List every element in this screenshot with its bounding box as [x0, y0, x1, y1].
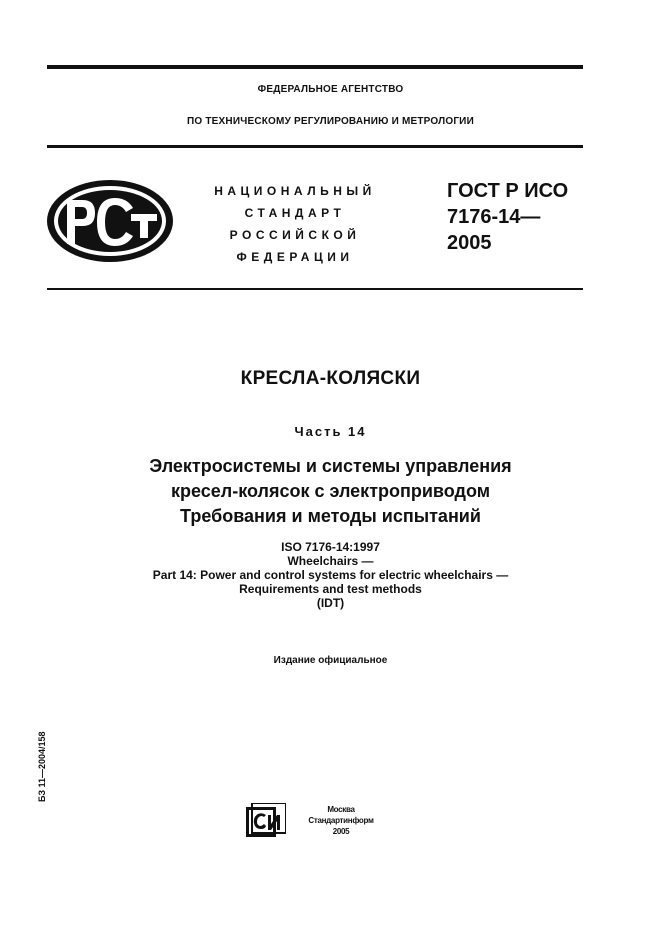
side-catalog-note: БЗ 11—2004/158: [37, 731, 47, 802]
publisher-info: [296, 804, 386, 837]
national-standard-line-2: СТАНДАРТ: [244, 206, 346, 220]
iso-line-4: Requirements and test methods: [239, 582, 422, 596]
standard-block-rule: [47, 288, 583, 290]
designation-line-3: 2005: [447, 232, 492, 254]
standard-designation: [447, 178, 607, 256]
publisher-year: 2005: [332, 827, 350, 836]
publisher-name: Стандартинформ: [308, 816, 374, 825]
national-standard-line-3: РОССИЙСКОЙ: [229, 228, 361, 242]
part-number: Часть 14: [294, 424, 367, 439]
top-rule: [47, 65, 583, 69]
national-standard-line-1: НАЦИОНАЛЬНЫЙ: [214, 184, 376, 198]
iso-line-5: (IDT): [316, 596, 345, 610]
designation-line-2: 7176-14—: [447, 206, 541, 228]
document-subtitle: [0, 454, 661, 529]
iso-line-2: Wheelchairs —: [287, 554, 374, 568]
agency-line-2: ПО ТЕХНИЧЕСКОМУ РЕГУЛИРОВАНИЮ И МЕТРОЛОГИИ: [187, 116, 474, 127]
iso-line-3: Part 14: Power and control systems for electric wheelchairs —: [152, 568, 509, 582]
edition-label: Издание официальное: [273, 655, 388, 666]
gost-logo-icon: [45, 178, 175, 264]
iso-line-1: ISO 7176-14:1997: [281, 540, 380, 554]
national-standard-line-4: ФЕДЕРАЦИИ: [236, 250, 354, 264]
designation-line-1: ГОСТ Р ИСО: [447, 180, 569, 202]
agency-line-1: ФЕДЕРАЛЬНОЕ АГЕНТСТВО: [257, 84, 404, 95]
subtitle-line-3: Требования и методы испытаний: [180, 506, 481, 526]
subtitle-line-2: кресел-колясок с электроприводом: [170, 481, 491, 501]
subtitle-line-1: Электросистемы и системы управления: [149, 456, 512, 476]
national-standard-label: [200, 180, 390, 268]
document-title: КРЕСЛА-КОЛЯСКИ: [240, 368, 421, 389]
standartinform-logo-icon: [246, 803, 286, 839]
header-rule: [47, 145, 583, 148]
iso-reference: [0, 540, 661, 610]
publisher-city: Москва: [327, 805, 355, 814]
